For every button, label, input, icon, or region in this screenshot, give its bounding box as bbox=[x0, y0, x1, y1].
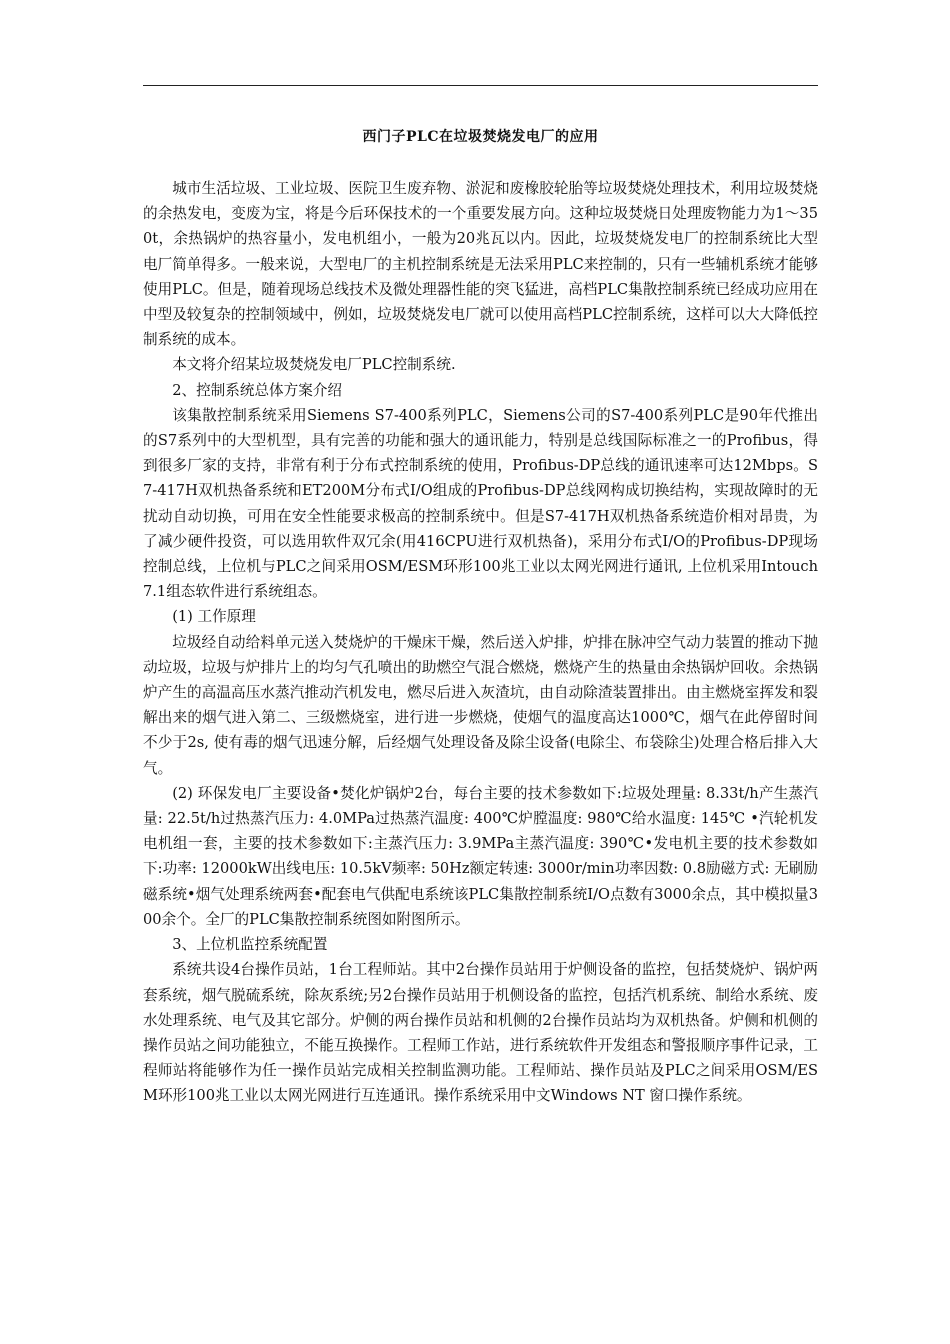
paragraph-system-overview: 该集散控制系统采用Siemens S7-400系列PLC，Siemens公司的S7-400系列PLC是90年代推出的S7系列中的大型机型，具有完善的功能和强大的通讯能力，特别是总线国际标准之一的Profibus，得到很多厂家的支持，非常有利于分布式控制系统的使用，Profibus-DP总线的通讯速率可达12Mbps。S7-417H双机热备系统和ET200M分布式I/O组成的Profibus-DP总线网构成切换结构，实现故障时的无扰动自动切换，可用在安全性能要求极高的控制系统中。但是S7-417H双机热备系统造价相对昂贵，为了减少硬件投资，可以选用软件双冗余(用416CPU进行双机热备)，采用分布式I/O的Profibus-DP现场控制总线，上位机与PLC之间采用OSM/ESM环形100兆工业以太网光网进行通讯, 上位机采用Intouch7.1组态软件进行系统组态。 bbox=[143, 406, 818, 601]
header-rule bbox=[143, 85, 818, 86]
paragraph-working-principle: 垃圾经自动给料单元送入焚烧炉的干燥床干燥，然后送入炉排，炉排在脉冲空气动力装置的推动下抛动垃圾，垃圾与炉排片上的均匀气孔喷出的助燃空气混合燃烧，燃烧产生的热量由余热锅炉回收。余热锅炉产生的高温高压水蒸汽推动汽机发电，燃尽后进入灰渣坑，由自动除渣装置排出。由主燃烧室挥发和裂解出来的烟气进入第二、三级燃烧室，进行进一步燃烧，使烟气的温度高达1000℃，烟气在此停留时间不少于2s, 使有毒的烟气迅速分解，后经烟气处理设备及除尘设备(电除尘、布袋除尘)处理合格后排入大气。 bbox=[143, 633, 818, 777]
subsection-heading-1: (1) 工作原理 bbox=[172, 608, 256, 626]
paragraph-intro: 城市生活垃圾、工业垃圾、医院卫生废弃物、淤泥和废橡胶轮胎等垃圾焚烧处理技术，利用垃圾焚烧的余热发电，变废为宝，将是今后环保技术的一个重要发展方向。这种垃圾焚烧日处理废物能力为1～350t，余热锅炉的热容量小，发电机组小，一般为20兆瓦以内。因此，垃圾焚烧发电厂的控制系统比大型电厂简单得多。一般来说，大型电厂的主机控制系统是无法采用PLC来控制的，只有一些辅机系统才能够使用PLC。但是，随着现场总线技术及微处理器性能的突飞猛进，高档PLC集散控制系统已经成功应用在中型及较复杂的控制领域中，例如，垃圾焚烧发电厂就可以使用高档PLC控制系统，这样可以大大降低控制系统的成本。 bbox=[143, 180, 818, 349]
document-title: 西门子PLC在垃圾焚烧发电厂的应用 bbox=[362, 129, 599, 145]
section-heading-2: 2、控制系统总体方案介绍 bbox=[172, 381, 343, 399]
paragraph-main-equipment: (2) 环保发电厂主要设备•焚化炉锅炉2台，每台主要的技术参数如下:垃圾处理量: 8.33t/h产生蒸汽量: 22.5t/h过热蒸汽压力: 4.0MPa过热蒸汽温度: 400℃炉膛温度: 980℃给水温度: 145℃ •汽轮机发电机组一套，主要的技术参数如下:主蒸汽压力: 3.9MPa主蒸汽温度: 390℃•发电机主要的技术参数如下:功率: 12000kW出线电压: 10.5kV频率: 50Hz额定转速: 3000r/min功率因数: 0.8励磁方式: 无刷励磁系统•烟气处理系统两套•配套电气供配电系统该PLC集散控制系统I/O点数有3000余点，其中模拟量300余个。全厂的PLC集散控制系统图如附图所示。 bbox=[143, 784, 818, 928]
paragraph-purpose: 本文将介绍某垃圾焚烧发电厂PLC控制系统. bbox=[172, 356, 456, 374]
paragraph-monitoring-config: 系统共设4台操作员站，1台工程师站。其中2台操作员站用于炉侧设备的监控，包括焚烧炉、锅炉两套系统，烟气脱硫系统，除灰系统;另2台操作员站用于机侧设备的监控，包括汽机系统、制给水系统、废水处理系统、电气及其它部分。炉侧的两台操作员站和机侧的2台操作员站均为双机热备。炉侧和机侧的操作员站之间功能独立，不能互换操作。工程师工作站，进行系统软件开发组态和警报顺序事件记录，工程师站将能够作为任一操作员站完成相关控制监测功能。工程师站、操作员站及PLC之间采用OSM/ESM环形100兆工业以太网光网进行互连通讯。操作系统采用中文Windows NT 窗口操作系统。 bbox=[143, 961, 818, 1105]
section-heading-3: 3、上位机监控系统配置 bbox=[172, 936, 328, 954]
document-body bbox=[143, 176, 818, 1109]
